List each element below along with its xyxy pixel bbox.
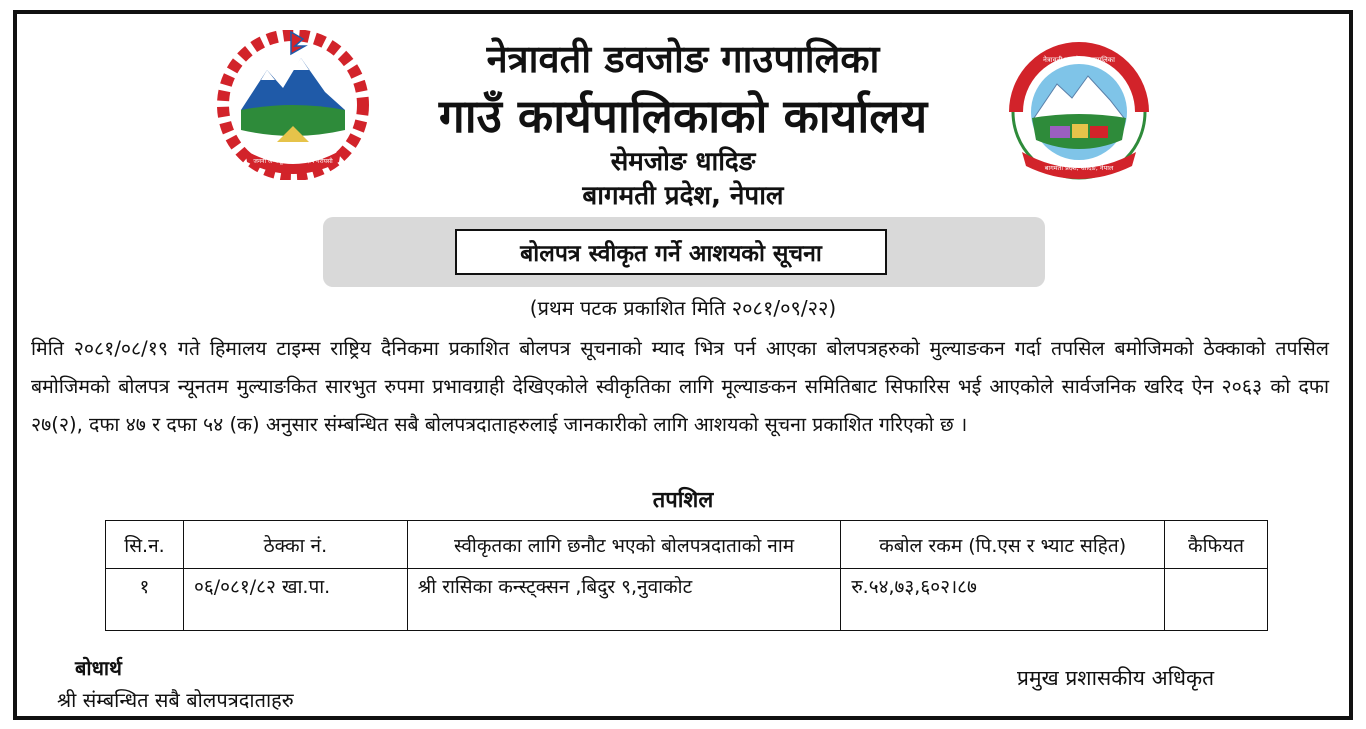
letterhead bbox=[17, 14, 1349, 214]
header-bidder-name: स्वीकृतका लागि छनौट भएको बोलपत्रदाताको नाम bbox=[407, 521, 841, 569]
right-emblem-top-text: नेत्रावती डवजोङ गाउपालिका bbox=[1043, 56, 1115, 64]
cell-contract-no: ०६/०८१/८२ खा.पा. bbox=[183, 569, 407, 631]
publication-date: (प्रथम पटक प्रकाशित मिति २०८१/०९/२२) bbox=[529, 296, 837, 320]
table-caption: तपशिल bbox=[652, 488, 714, 513]
table-row bbox=[106, 569, 1268, 631]
notice-paragraph: मिति २०८१/०८/१९ गते हिमालय टाइम्स राष्ट्रिय दैनिकमा प्रकाशित बोलपत्र सूचनाको म्याद भित्र पर्न आएका बोलपत्रहरुको मुल्याङकन गर्दा तपसिल बमोजिमको ठेक्काको तपसिल बमोजिमको बोलपत्र न्यूनतम मुल्याङकित सारभुत रुपमा प्रभावग्राही देखिएकोले स्वीकृतिका लागि मूल्याङकन समितिबाट सिफारिस भई आएकोले सार्वजनिक खरिद ऐन २०६३ को दफा २७(२), दफा ४७ र दफा ५४ (क) अनुसार संम्बन्धित सबै बोलपत्रदाताहरुलाई जानकारीको लागि आशयको सूचना प्रकाशित गरिएको छ । bbox=[31, 337, 1329, 436]
cell-amount: रु.५४,७३,६०२।८७ bbox=[841, 569, 1165, 631]
cell-sn: १ bbox=[106, 569, 184, 631]
bodhartha-label: बोधार्थ bbox=[75, 656, 122, 680]
right-emblem-bottom-text: बागमती प्रदेश, धादिङ, नेपाल bbox=[1044, 164, 1114, 172]
address-line-2: बागमती प्रदेश, नेपाल bbox=[582, 181, 784, 211]
header-amount: कबोल रकम (पि.एस र भ्याट सहित) bbox=[841, 521, 1165, 569]
signatory: प्रमुख प्रशासकीय अधिकृत bbox=[1017, 666, 1215, 690]
office-name: गाउँ कार्यपालिकाको कार्यालय bbox=[438, 89, 928, 143]
notice-frame bbox=[13, 10, 1353, 720]
details-table bbox=[105, 520, 1268, 631]
notice-heading-band bbox=[323, 217, 1045, 287]
header-remarks: कैफियत bbox=[1165, 521, 1268, 569]
left-emblem-motto: जननी जन्मभूमिश्च स्वर्गादपि गरीयसी bbox=[253, 158, 333, 165]
municipality-logo-icon bbox=[1002, 40, 1156, 185]
cell-bidder-name: श्री रासिका कन्स्ट्क्सन ,बिदुर ९,नुवाकोट bbox=[407, 569, 841, 631]
header-contract-no: ठेक्का नं. bbox=[183, 521, 407, 569]
municipality-name: नेत्रावती डवजोङ गाउपालिका bbox=[486, 37, 880, 81]
table-header-row bbox=[106, 521, 1268, 569]
notice-heading: बोलपत्र स्वीकृत गर्ने आशयको सूचना bbox=[455, 229, 887, 275]
header-sn: सि.न. bbox=[106, 521, 184, 569]
recipients: श्री संम्बन्धित सबै बोलपत्रदाताहरु bbox=[57, 688, 294, 712]
cell-remarks bbox=[1165, 569, 1268, 631]
address-line-1: सेमजोङ धादिङ bbox=[610, 147, 756, 177]
